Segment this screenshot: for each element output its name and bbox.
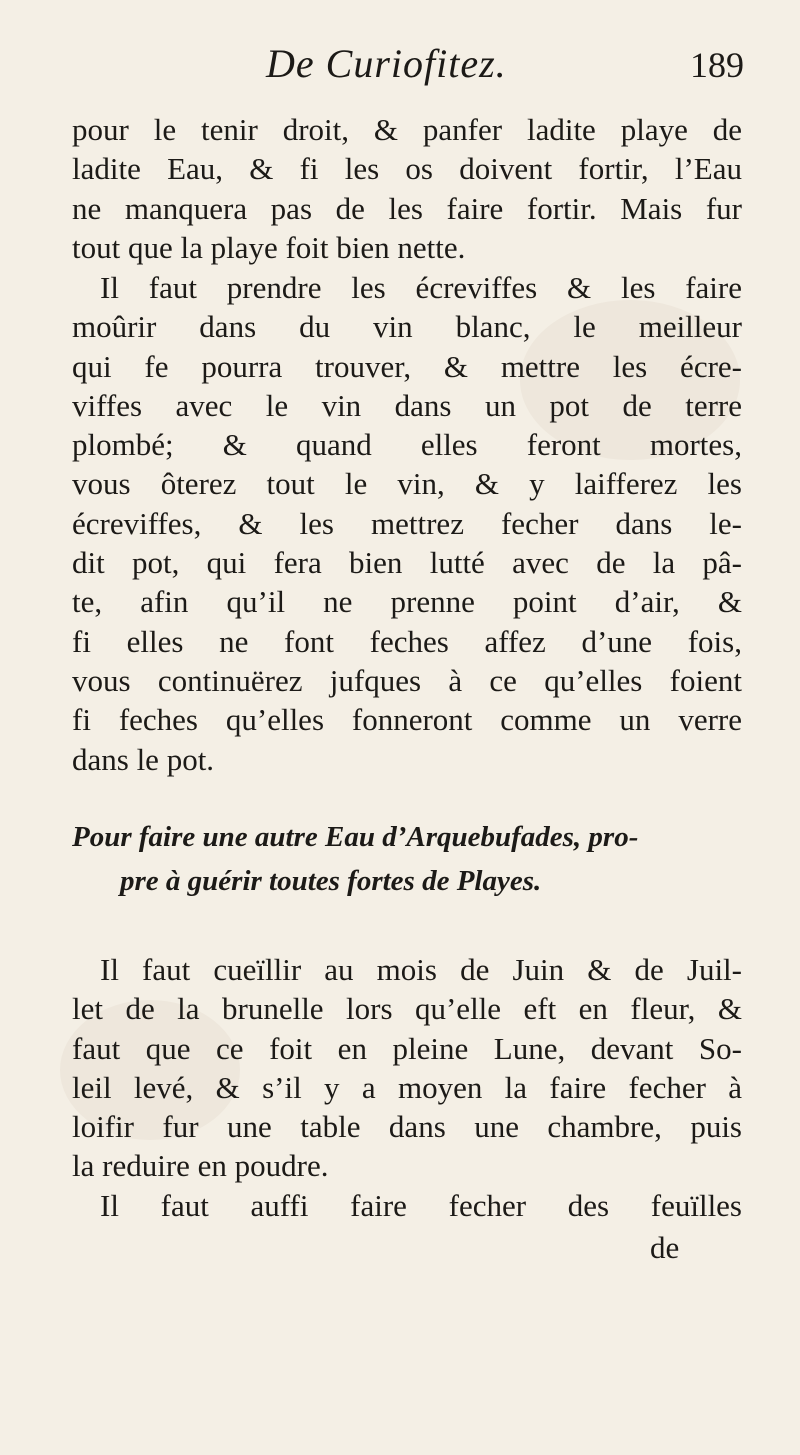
text-line: ladite Eau, & fi les os doivent fortir, l’Eau	[72, 151, 742, 187]
text-line: tout que la playe foit bien nette.	[72, 229, 466, 265]
heading-line: Pour faire une autre Eau d’Arquebufades, pro-	[72, 821, 639, 853]
catchword: de	[650, 1230, 680, 1265]
paragraph-3	[72, 950, 742, 1225]
text-line: fi feches qu’elles fonneront comme un verre	[72, 702, 742, 738]
text-line: qui fe pourra trouver, & mettre les écre-	[72, 348, 742, 384]
text-line: let de la brunelle lors qu’elle eft en fleur, &	[72, 991, 742, 1027]
text-line: leil levé, & s’il y a moyen la faire fecher à	[72, 1069, 742, 1105]
text-line: Il faut prendre les écreviffes & les faire	[100, 270, 742, 305]
heading-line: pre à guérir toutes fortes de Playes.	[120, 865, 542, 897]
text-line: vous continuërez jufques à ce qu’elles foient	[72, 662, 742, 698]
paragraph-2	[72, 268, 742, 779]
text-line: la reduire en poudre.	[72, 1148, 329, 1184]
text-line: vous ôterez tout le vin, & y laifferez les	[72, 466, 742, 502]
running-title: De Curiofitez.	[266, 41, 507, 86]
text-line: loifir fur une table dans une chambre, puis	[72, 1109, 742, 1145]
text-line: ne manquera pas de les faire fortir. Mais fur	[72, 190, 742, 226]
text-line: faut que ce foit en pleine Lune, devant So-	[72, 1030, 742, 1066]
text-line: écreviffes, & les mettrez fecher dans le-	[72, 505, 742, 541]
text-line: viffes avec le vin dans un pot de terre	[72, 387, 742, 423]
text-line: pour le tenir droit, & panfer ladite playe de	[72, 112, 742, 147]
text-line: Il faut auffi faire fecher des feuïlles	[100, 1187, 742, 1223]
text-line: plombé; & quand elles feront mortes,	[72, 427, 742, 463]
paragraph-1	[72, 110, 742, 267]
text-line: moûrir dans du vin blanc, le meilleur	[72, 309, 742, 345]
text-line: dans le pot.	[72, 741, 215, 777]
page-number: 189	[690, 45, 744, 85]
text-line: fi elles ne font feches affez d’une fois,	[72, 623, 742, 659]
text-line: Il faut cueïllir au mois de Juin & de Juil-	[100, 952, 742, 987]
text-line: te, afin qu’il ne prenne point d’air, &	[72, 584, 742, 620]
section-heading	[72, 815, 742, 903]
text-line: dit pot, qui fera bien lutté avec de la pâ-	[72, 545, 742, 581]
running-head	[0, 40, 800, 96]
